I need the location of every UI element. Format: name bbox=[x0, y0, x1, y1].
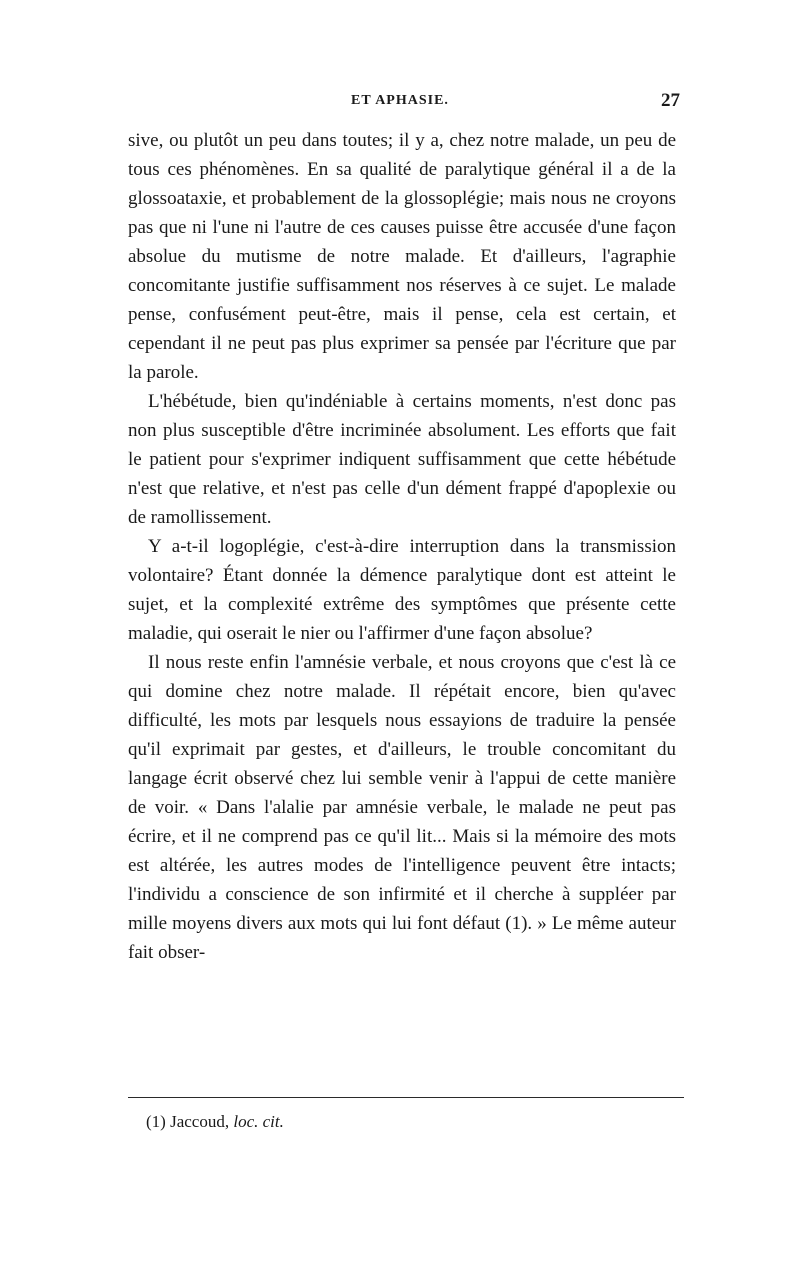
footnote-divider bbox=[128, 1097, 684, 1098]
running-title: ET APHASIE. bbox=[351, 93, 449, 108]
footnote-author: Jaccoud, bbox=[170, 1112, 230, 1131]
running-head bbox=[120, 90, 680, 117]
page-number: 27 bbox=[661, 90, 680, 111]
paragraph-logoplegie: Y a-t-il logoplégie, c'est-à-dire interruption dans la transmission volontaire? Étant donnée la démence paralytique dont est atteint le sujet, et la complexité extrême des symptômes que présente cette maladie, qui oserait le nier ou l'affirmer d'une façon absolue? bbox=[128, 536, 676, 644]
paragraph-continued: sive, ou plutôt un peu dans toutes; il y a, chez notre malade, un peu de tous ces phénomènes. En sa qualité de paralytique général il a de la glossoataxie, et probablement de la glossoplégie; mais nous ne croyons pas que ni l'une ni l'autre de ces causes puisse être accusée d'une façon absolue du mutisme de notre malade. Et d'ailleurs, l'agraphie concomitante justifie suffisamment nos réserves à ce sujet. Le malade pense, confusément peut-être, mais il pense, cela est certain, et cependant il ne peut pas plus exprimer sa pensée par l'écriture que par la parole. bbox=[128, 130, 676, 383]
footnote bbox=[146, 1111, 284, 1133]
paragraph-amnesie: Il nous reste enfin l'amnésie verbale, et nous croyons que c'est là ce qui domine chez notre malade. Il répétait encore, bien qu'avec difficulté, les mots par lesquels nous essayions de traduire la pensée qu'il exprimait par gestes, et d'ailleurs, le trouble concomitant du langage écrit observé chez lui semble venir à l'appui de cette manière de voir. « Dans l'alalie par amnésie verbale, le malade ne peut pas écrire, et il ne comprend pas ce qu'il lit... Mais si la mémoire des mots est altérée, les autres modes de l'intelligence peuvent être intacts; l'individu a conscience de son infirmité et il cherche à suppléer par mille moyens divers aux mots qui lui font défaut (1). » Le même auteur fait obser- bbox=[128, 652, 676, 963]
paragraph-hebetude: L'hébétude, bien qu'indéniable à certains moments, n'est donc pas non plus susceptible d'être incriminée absolument. Les efforts que fait le patient pour s'exprimer indiquent suffisamment que cette hébétude n'est que relative, et n'est pas celle d'un dément frappé d'apoplexie ou de ramollissement. bbox=[128, 391, 676, 528]
body-text bbox=[128, 126, 676, 967]
footnote-marker: (1) bbox=[146, 1112, 166, 1131]
footnote-reference: loc. cit. bbox=[233, 1112, 284, 1131]
